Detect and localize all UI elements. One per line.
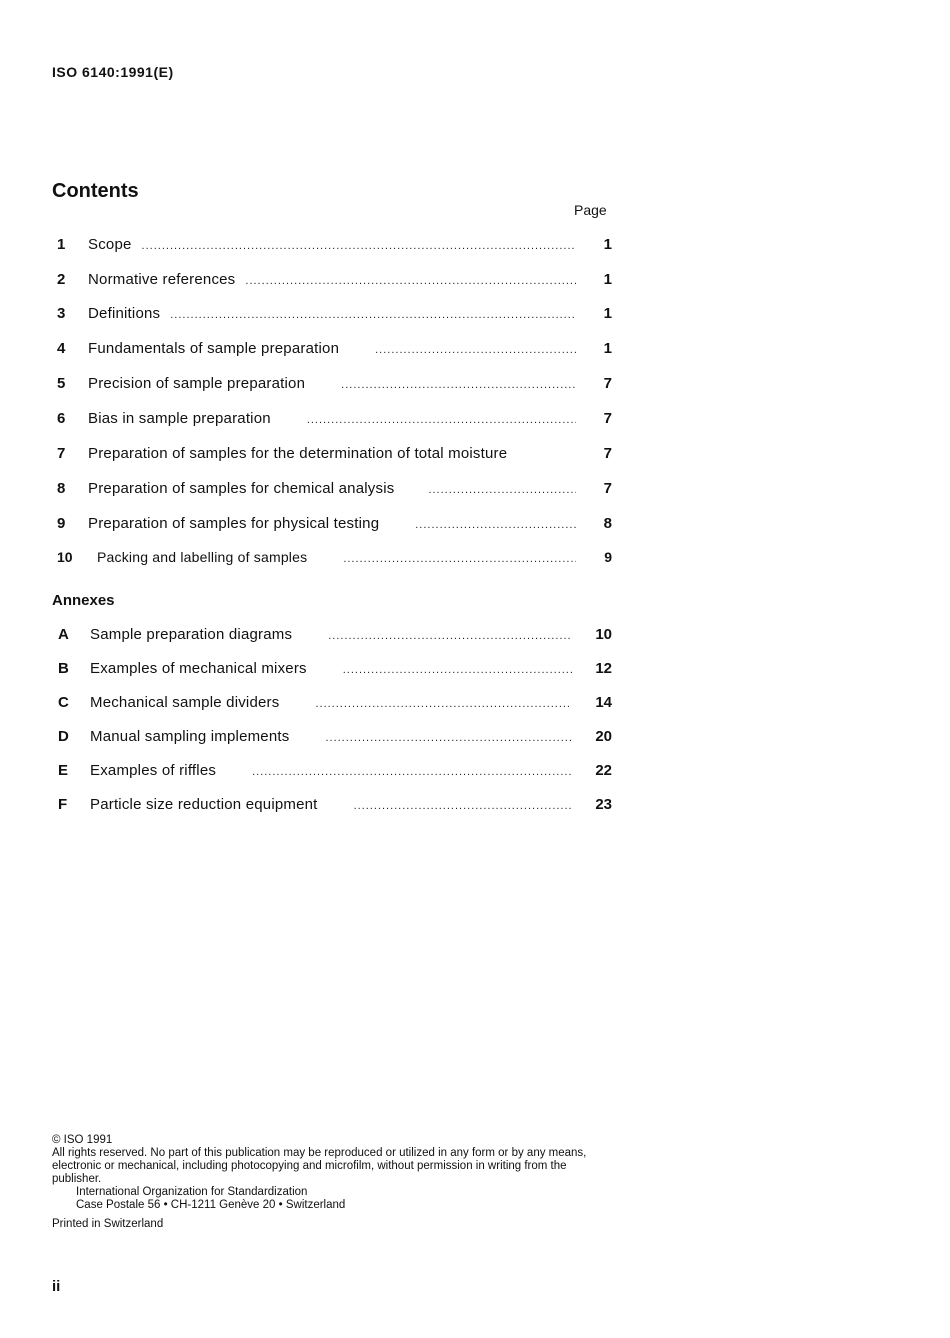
toc-entry-number: 1	[57, 236, 66, 253]
dot-leader	[325, 732, 572, 744]
dot-leader	[252, 766, 572, 778]
printed-in: Printed in Switzerland	[52, 1218, 164, 1230]
toc-entry-page: 7	[603, 445, 612, 462]
dot-leader	[245, 275, 576, 287]
annex-page: 14	[595, 694, 612, 711]
annex-entry-b[interactable]	[52, 660, 612, 680]
toc-entry-page: 1	[603, 271, 612, 288]
toc-entry-6[interactable]	[52, 410, 612, 430]
toc-entry-number: 8	[57, 480, 66, 497]
annex-entry-f[interactable]	[52, 796, 612, 816]
dot-leader	[343, 553, 576, 565]
annex-title: Mechanical sample dividers	[90, 694, 280, 711]
toc-entry-page: 7	[603, 480, 612, 497]
annex-letter: F	[58, 796, 68, 813]
annex-title: Particle size reduction equipment	[90, 796, 318, 813]
annex-letter: D	[58, 728, 69, 745]
dot-leader	[375, 344, 576, 356]
annex-letter: B	[58, 660, 69, 677]
toc-entry-5[interactable]	[52, 375, 612, 395]
toc-entry-number: 4	[57, 340, 66, 357]
toc-entry-page: 1	[603, 236, 612, 253]
toc-entry-title: Precision of sample preparation	[88, 375, 306, 392]
annex-title: Examples of mechanical mixers	[90, 660, 307, 677]
annex-page: 12	[595, 660, 612, 677]
annex-page: 10	[595, 626, 612, 643]
toc-entry-title: Preparation of samples for chemical analysis	[88, 480, 395, 497]
annex-page: 22	[595, 762, 612, 779]
toc-entry-title: Preparation of samples for the determination of total moisture	[88, 445, 508, 462]
toc-entry-9[interactable]	[52, 515, 612, 535]
organization-name: International Organization for Standardization	[76, 1186, 308, 1198]
toc-entry-title: Packing and labelling of samples	[97, 549, 308, 565]
document-id: ISO 6140:1991(E)	[52, 64, 174, 80]
annex-letter: C	[58, 694, 69, 711]
dot-leader	[307, 414, 576, 426]
dot-leader	[354, 800, 572, 812]
annex-entry-d[interactable]	[52, 728, 612, 748]
contents-title: Contents	[52, 180, 139, 202]
toc-entry-page: 1	[603, 305, 612, 322]
toc-entry-page: 7	[603, 375, 612, 392]
toc-entry-number: 3	[57, 305, 66, 322]
dot-leader	[341, 379, 576, 391]
organization-address: Case Postale 56 • CH-1211 Genève 20 • Switzerland	[76, 1199, 346, 1211]
copyright-footer	[52, 1134, 612, 1231]
annex-entry-a[interactable]	[52, 626, 612, 646]
annexes-title: Annexes	[52, 592, 115, 609]
dot-leader	[142, 240, 576, 252]
dot-leader	[343, 664, 572, 676]
toc-entry-title: Preparation of samples for physical testing	[88, 515, 380, 532]
dot-leader	[170, 309, 576, 321]
annex-title: Manual sampling implements	[90, 728, 290, 745]
dot-leader	[315, 698, 572, 710]
toc-entry-page: 1	[603, 340, 612, 357]
toc-entry-title: Definitions	[88, 305, 161, 322]
annex-page: 20	[595, 728, 612, 745]
copyright-line: © ISO 1991	[52, 1134, 113, 1146]
annex-letter: E	[58, 762, 69, 779]
toc-entry-7[interactable]	[52, 445, 612, 465]
toc-entry-title: Scope	[88, 236, 132, 253]
toc-entry-number: 7	[57, 445, 66, 462]
toc-entry-title: Bias in sample preparation	[88, 410, 271, 427]
toc-entry-number: 10	[57, 549, 73, 565]
toc-entry-page: 8	[603, 515, 612, 532]
toc-entry-1[interactable]	[52, 236, 612, 256]
toc-entry-2[interactable]	[52, 271, 612, 291]
annex-title: Sample preparation diagrams	[90, 626, 293, 643]
toc-entry-8[interactable]	[52, 480, 612, 500]
page-number: ii	[52, 1278, 61, 1295]
page-column-label: Page	[574, 202, 607, 218]
dot-leader	[415, 519, 576, 531]
toc-entry-10[interactable]	[52, 549, 612, 569]
rights-notice: All rights reserved. No part of this publication may be reproduced or utilized in any form or by any means, electronic or mechanical, including photocopying and microfilm, without permission in writing from the publisher.	[52, 1147, 587, 1185]
dot-leader	[328, 630, 572, 642]
toc-entry-title: Normative references	[88, 271, 236, 288]
toc-entry-number: 5	[57, 375, 66, 392]
toc-entry-page: 7	[603, 410, 612, 427]
toc-entry-4[interactable]	[52, 340, 612, 360]
annex-entry-e[interactable]	[52, 762, 612, 782]
toc-entry-title: Fundamentals of sample preparation	[88, 340, 340, 357]
toc-entry-number: 9	[57, 515, 66, 532]
toc-entry-3[interactable]	[52, 305, 612, 325]
annex-letter: A	[58, 626, 69, 643]
toc-entry-number: 6	[57, 410, 66, 427]
toc-entry-page: 9	[604, 549, 612, 565]
annex-entry-c[interactable]	[52, 694, 612, 714]
annex-page: 23	[595, 796, 612, 813]
dot-leader	[428, 484, 576, 496]
toc-entry-number: 2	[57, 271, 66, 288]
annex-title: Examples of riffles	[90, 762, 217, 779]
